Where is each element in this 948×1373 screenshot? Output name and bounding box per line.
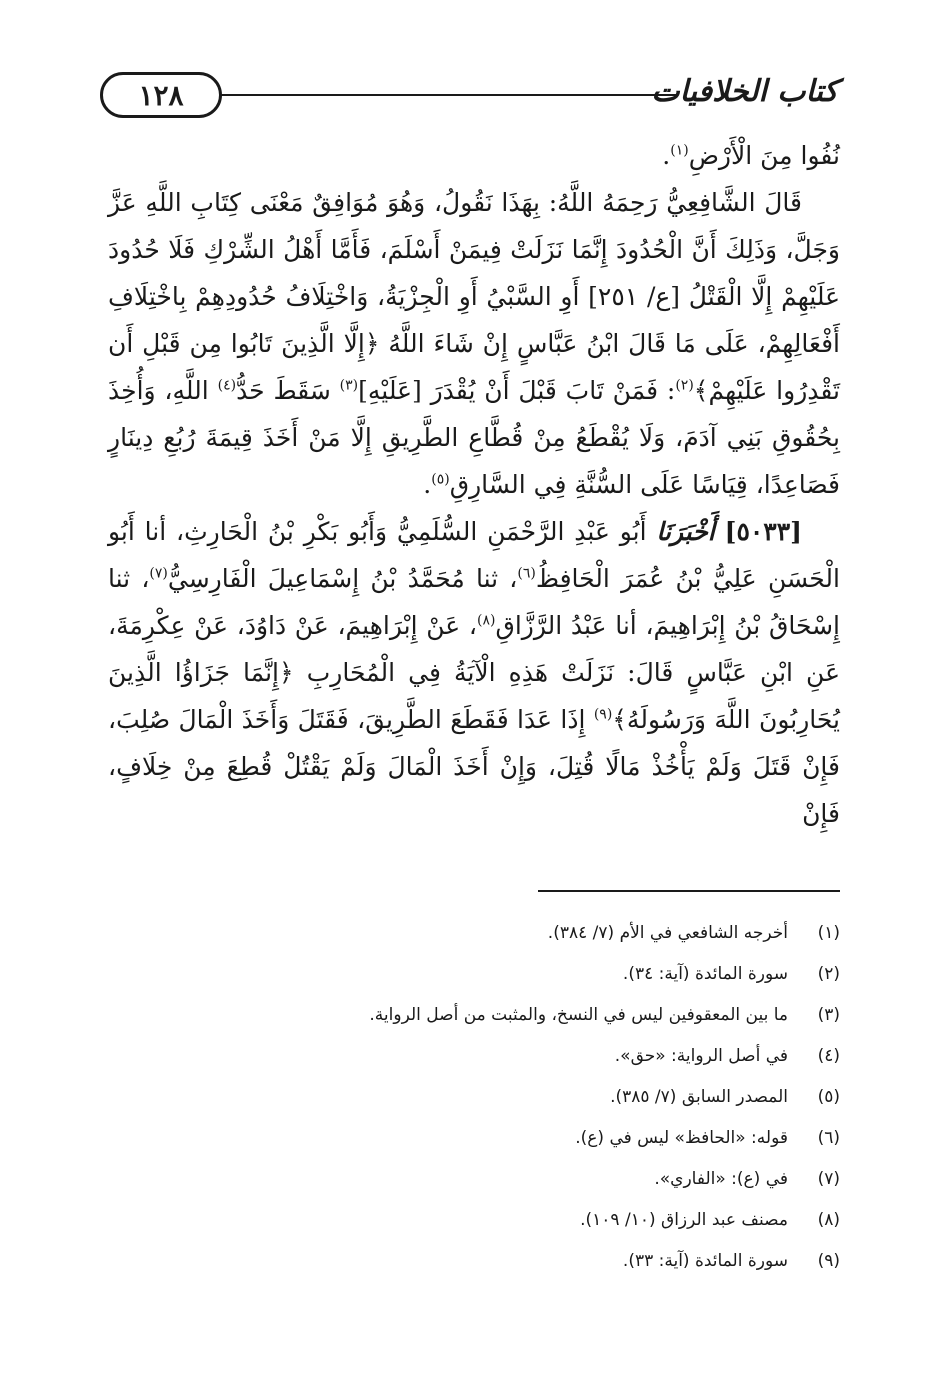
body-paragraph [108,179,840,508]
footnote-separator [538,890,840,892]
text-run: نُفُوا مِنَ الْأَرْضِ [688,141,840,170]
book-title: كتاب الخلافيات [651,74,838,109]
footnote-text: قوله: «الحافظ» ليس في (ع). [575,1127,788,1148]
text-run: . [662,141,671,170]
footnote-number: (٧) [817,1168,840,1189]
footnote-item [108,1158,840,1199]
text-run: اللَّهِ، وَأُخِذَ بِحُقُوقِ بَنِي آدَمَ، وَلَا يُقْطَعُ مِنْ قُطَّاعِ الطَّرِيقِ إِلَّا مَنْ أَخَذَ قِيمَةَ رُبُعِ دِينَارٍ فَصَاعِدًا، قِيَاسًا عَلَى السُّنَّةِ فِي السَّارِقِ [108,376,840,499]
footnote-ref: (١) [670,142,689,159]
footnote-text: سورة المائدة (آية: ٣٣). [622,1250,788,1271]
footnote-ref: (٦) [517,565,536,582]
akhbarana-word: أَخْبَرَنَا [656,517,715,546]
body-paragraph [108,508,840,837]
text-run [715,517,725,546]
hadith-number: [٥٠٣٣] [724,517,802,546]
text-run: قَالَ الشَّافِعِيُّ رَحِمَهُ اللَّهُ: بِهَذَا نَقُولُ، وَهُوَ مُوَافِقٌ مَعْنَى كِتَابِ اللَّهِ عَزَّ وَجَلَّ، وَذَلِكَ أَنَّ الْحُدُودَ إِنَّمَا نَزَلَتْ فِيمَنْ أَسْلَمَ، فَأَمَّا أَهْلُ الشِّرْكِ فَلَا حُدُودَ عَلَيْهِمْ إِلَّا الْقَتْلُ [ع/ ٢٥١] أَوِ السَّبْيُ أَوِ الْجِزْيَةُ، وَاخْتِلَافُ حُدُودِهِمْ بِاخْتِلَافِ أَفْعَالِهِمْ، عَلَى مَا قَالَ ابْنُ عَبَّاسٍ إِنْ شَاءَ اللَّهُ [108,188,841,358]
footnote-ref: (٥) [431,471,450,488]
text-run: ، ثنا مُحَمَّدُ بْنُ إِسْمَاعِيلَ الْفَارِسِيُّ [167,564,518,593]
text-run: إِذَا عَدَا فَقَطَعَ الطَّرِيقَ، فَقَتَلَ وَأَخَذَ الْمَالَ صُلِبَ، فَإِنْ قَتَلَ وَلَمْ يَأْخُذْ مَالًا قُتِلَ، وَإِنْ أَخَذَ الْمَالَ وَلَمْ يَقْتُلْ قُطِعَ مِنْ خِلَافٍ، فَإِنْ [108,705,840,828]
footnote-number: (٢) [817,963,840,984]
footnote-ref: (٣) [339,377,359,394]
footnote-number: (٤) [817,1045,840,1066]
main-text [108,132,840,837]
footnote-item [108,1240,840,1281]
footnote-number: (٩) [817,1250,840,1271]
page-number-badge: ١٢٨ [100,72,222,118]
footnote-text: سورة المائدة (آية: ٣٤). [622,963,788,984]
footnote-number: (٣) [817,1004,840,1025]
footnote-item [108,953,840,994]
header-rule [220,94,676,96]
footnote-number: (٥) [817,1086,840,1107]
footnote-number: (١) [817,922,840,943]
footnote-item [108,1035,840,1076]
page-header [100,72,838,124]
footnote-ref: (٨) [476,612,496,629]
footnotes-list [108,912,840,1281]
text-run: ، ثنا إِسْحَاقُ بْنُ إِبْرَاهِيمَ، أنا عَبْدُ الرَّزَّاقِ [108,564,840,640]
footnote-item [108,994,840,1035]
text-run: ، عَنْ إِبْرَاهِيمَ، عَنْ دَاوُدَ، عَنْ عِكْرِمَةَ، عَنِ ابْنِ عَبَّاسٍ قَالَ: نَزَلَتْ هَذِهِ الْآيَةُ فِي الْمُحَارِبِ [108,611,840,687]
text-run: : فَمَنْ تَابَ قَبْلَ أَنْ يُقْدَرَ [عَلَيْهِ] [358,376,676,405]
text-run: سَقَطَ حَدُّ [236,376,340,405]
quran-verse: ﴿إِلَّا الَّذِينَ تَابُوا مِن قَبْلِ أَن تَقْدِرُوا عَلَيْهِمْ﴾ [108,329,841,405]
footnote-number: (٨) [817,1209,840,1230]
quran-verse: ﴿إِنَّمَا جَزَاؤُا الَّذِينَ يُحَارِبُونَ اللَّهَ وَرَسُولَهُ﴾ [108,658,840,734]
footnote-item [108,1076,840,1117]
text-run: . [423,470,432,499]
footnote-ref: (٩) [593,706,613,723]
footnote-ref: (٢) [675,377,694,394]
footnote-text: مصنف عبد الرزاق (١٠/ ١٠٩). [580,1209,788,1230]
footnote-ref: (٤) [217,377,237,394]
footnote-text: أخرجه الشافعي في الأم (٧/ ٣٨٤). [547,922,788,943]
footnote-text: في (ع): «الفاري». [654,1168,788,1189]
footnote-number: (٦) [817,1127,840,1148]
footnote-ref: (٧) [149,565,168,582]
footnote-item [108,912,840,953]
footnote-text: في أصل الرواية: «حق». [614,1045,788,1066]
footnote-item [108,1199,840,1240]
text-run: أَبُو عَبْدِ الرَّحْمَنِ السُّلَمِيُّ وَأَبُو بَكْرِ بْنُ الْحَارِثِ، أنا أَبُو الْحَسَنِ عَلِيُّ بْنُ عُمَرَ الْحَافِظُ [108,517,840,593]
body-paragraph [108,132,840,179]
footnote-item [108,1117,840,1158]
footnote-text: المصدر السابق (٧/ ٣٨٥). [610,1086,788,1107]
footnote-text: ما بين المعقوفين ليس في النسخ، والمثبت من أصل الرواية. [369,1004,788,1025]
